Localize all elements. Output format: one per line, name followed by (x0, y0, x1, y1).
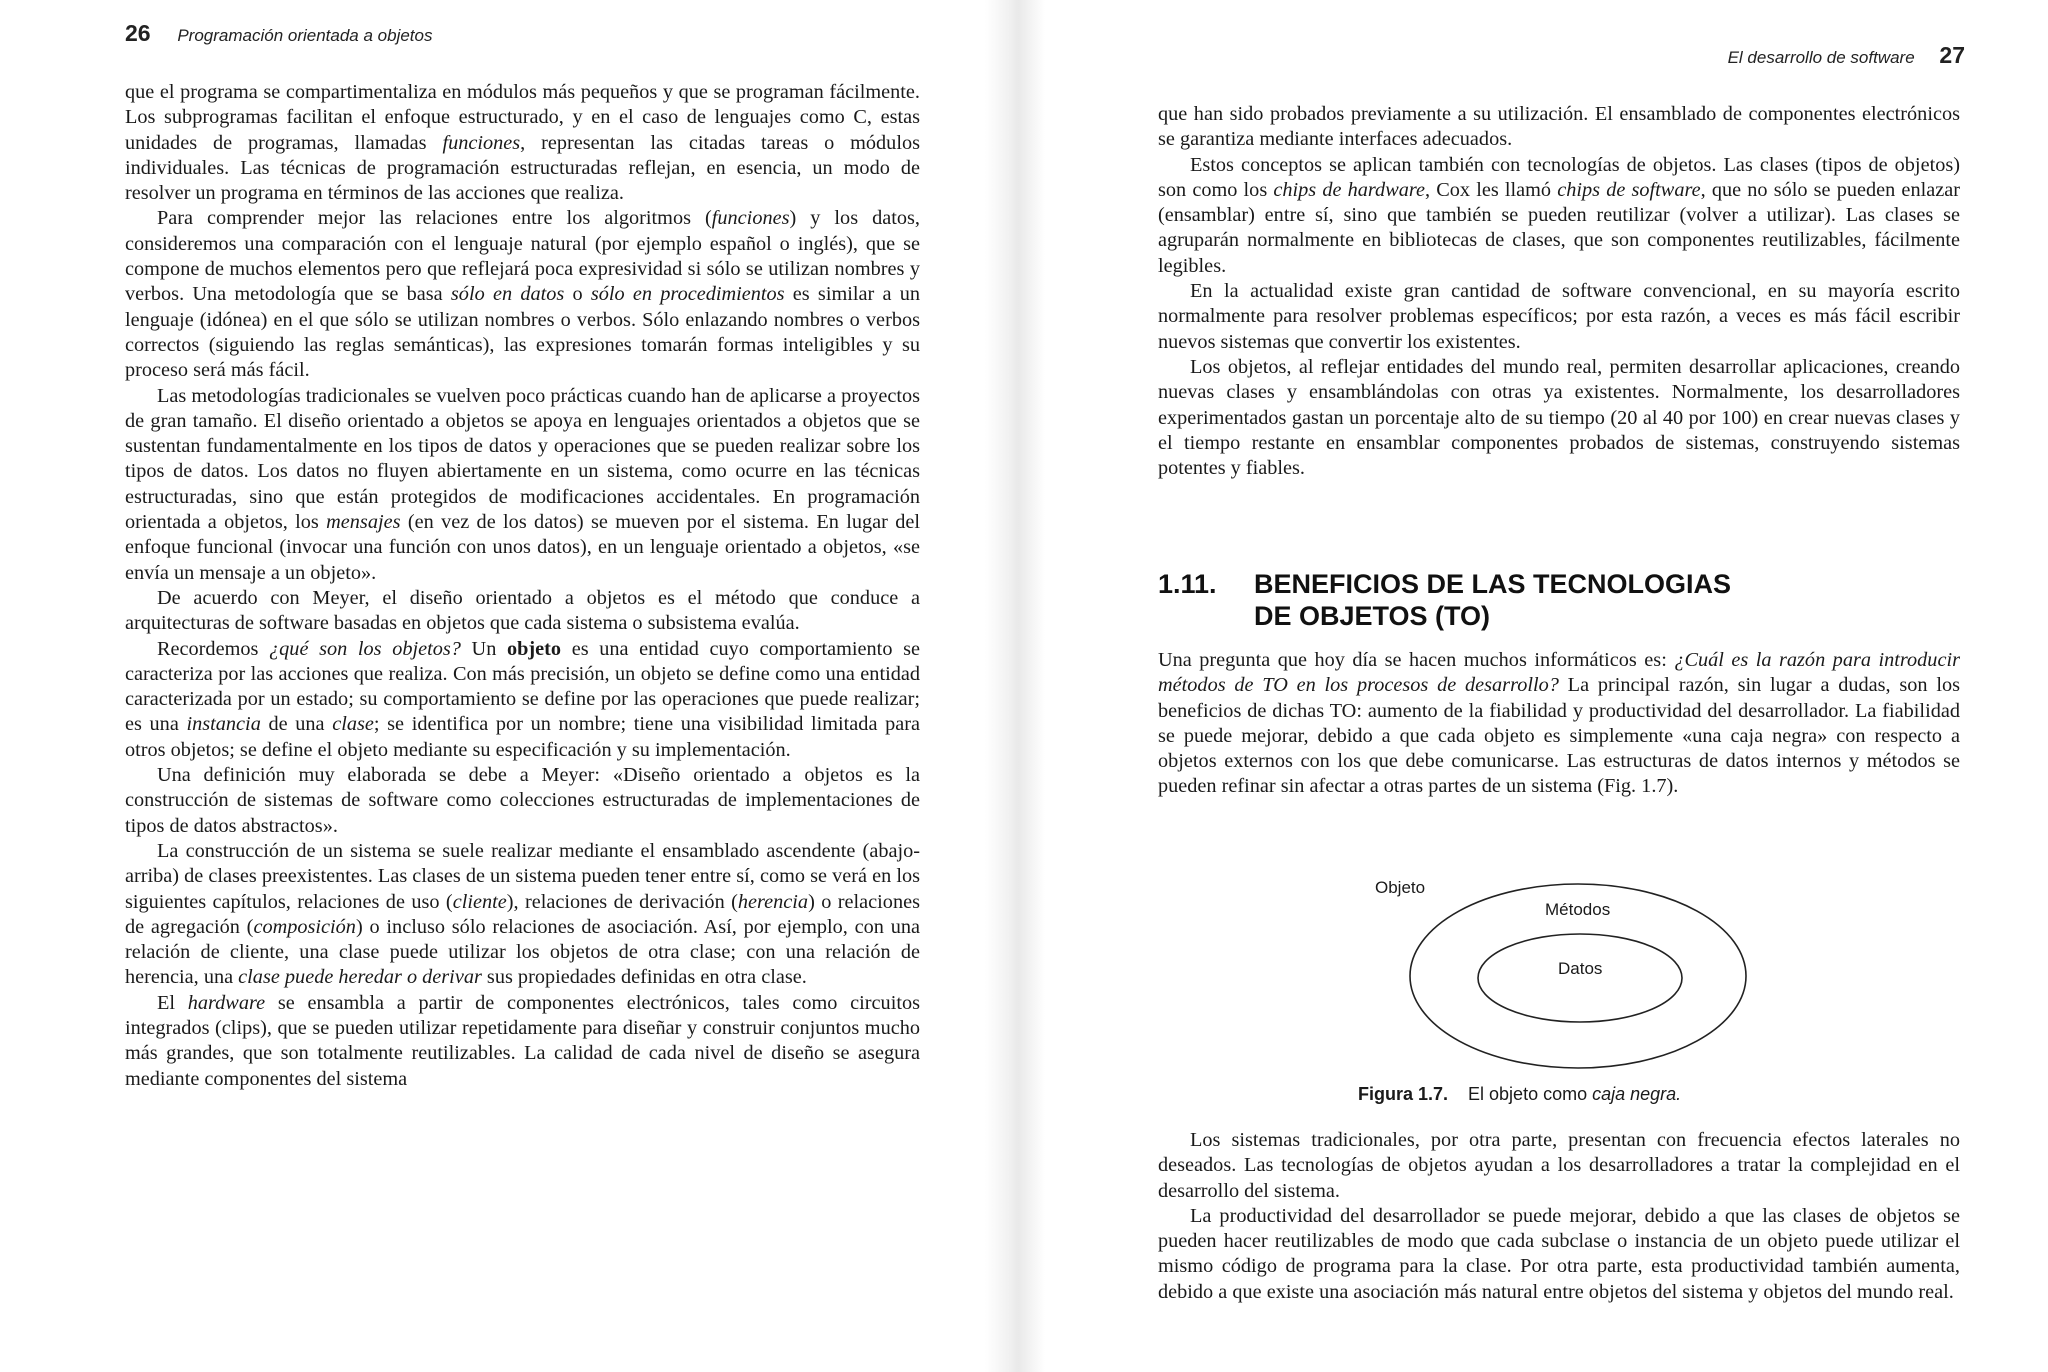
italic-term: composición (253, 915, 356, 938)
italic-term: herencia (737, 890, 809, 913)
paragraph: Recordemos ¿qué son los objetos? Un objeto es una entidad cuyo comportamiento se caracteriza por las acciones que realiza. Con más precisión, un objeto se define como una entidad caracterizada por un estado; su comportamiento se define por las operaciones que puede realizar; es una instancia de una clase; se identifica por un nombre; tiene una visibilidad limitada para otros objetos; se define el objeto mediante su especificación y su implementación. (125, 637, 920, 761)
figure-caption-label: Figura 1.7. (1358, 1084, 1449, 1104)
italic-term: ¿Cuál es la razón para introducir métodos de TO en los procesos de desarrollo? (1158, 649, 1960, 697)
right-page-body-top (1158, 102, 1960, 481)
italic-term: funciones (442, 131, 521, 154)
section-title-line1: BENEFICIOS DE LAS TECNOLOGIAS (1254, 569, 1732, 599)
italic-term: hardware (187, 991, 266, 1014)
right-header-title: El desarrollo de software (1727, 48, 1915, 67)
right-page-number: 27 (1939, 42, 1965, 68)
italic-term: ¿qué son los objetos? (269, 637, 461, 660)
figure-caption (1358, 1084, 1681, 1105)
paragraph: Los objetos, al reflejar entidades del mundo real, permiten desarrollar aplicaciones, creando nuevas clases y ensamblándolas con otras ya existentes. Normalmente, los desarrolladores experimentados gastan un porcentaje alto de su tiempo (20 al 40 por 100) en crear nuevas clases y el tiempo restante en ensamblar componentes probados de sistemas, construyendo sistemas potentes y fiables. (1158, 355, 1960, 480)
italic-term: funciones (711, 207, 790, 230)
section-heading (1158, 568, 1731, 632)
italic-term: mensajes (326, 511, 401, 534)
paragraph: Para comprender mejor las relaciones entre los algoritmos (funciones) y los datos, consideremos una comparación con el lenguaje natural (por ejemplo español o inglés), que se compone de muchos elementos pero que reflejará poca expresividad si sólo se utilizan nombres y verbos. Una metodología que se basa sólo en datos o sólo en procedimientos es similar a un lenguaje (idónea) en el que sólo se utilizan nombres o verbos. Sólo enlazando nombres o verbos correctos (siguiendo las reglas semánticas), las expresiones tomarán formas inteligibles y su proceso será más fácil. (125, 207, 920, 382)
paragraph: Las metodologías tradicionales se vuelven poco prácticas cuando han de aplicarse a proyectos de gran tamaño. El diseño orientado a objetos se apoya en lenguajes orientados a objetos que se sustentan fundamentalmente en los tipos de datos y operaciones que se pueden realizar sobre los tipos de datos. Los datos no fluyen abiertamente en un sistema, como ocurre en las técnicas estructuradas, sino que están protegidos de modificaciones accidentales. En programación orientada a objetos, los mensajes (en vez de los datos) se mueven por el sistema. En lugar del enfoque funcional (invocar una función con unos datos), en un lenguaje orientado a objetos, «se envía un mensaje a un objeto». (125, 384, 920, 584)
paragraph: Una definición muy elaborada se debe a Meyer: «Diseño orientado a objetos es la construcción de sistemas de software como colecciones estructuradas de implementaciones de tipos de datos abstractos». (125, 764, 920, 837)
italic-term: sólo en datos (450, 283, 565, 306)
paragraph: que han sido probados previamente a su utilización. El ensamblado de componentes electrónicos se garantiza mediante interfaces adecuados. (1158, 103, 1960, 151)
italic-term: clase puede heredar o derivar (238, 966, 482, 989)
paragraph: La productividad del desarrollador se puede mejorar, debido a que las clases de objetos se pueden hacer reutilizables de modo que cada subclase o instancia de un objeto puede utilizar el mismo código de programa para la clase. Por otra parte, esta productividad también aumenta, debido a que existe una asociación más natural entre objetos del sistema y objetos del mundo real. (1158, 1204, 1960, 1303)
paragraph: El hardware se ensambla a partir de componentes electrónicos, tales como circuitos integrados (clips), que se pueden utilizar repetidamente para diseñar y construir conjuntos mucho más grandes, que son totalmente reutilizables. La calidad de cada nivel de diseño se asegura mediante componentes del sistema (125, 991, 921, 1090)
right-running-head (1728, 42, 1965, 69)
paragraph: Los sistemas tradicionales, por otra parte, presentan con frecuencia efectos laterales no deseados. Las tecnologías de objetos ayudan a los desarrolladores a tratar la complejidad en el desarrollo del sistema. (1158, 1129, 1960, 1202)
figure-label-metodos: Métodos (1545, 900, 1611, 919)
black-box-figure (1360, 868, 1780, 1078)
right-page-body-bottom (1158, 1128, 1960, 1305)
left-page-number: 26 (125, 20, 151, 46)
italic-term: cliente (452, 890, 507, 913)
paragraph: que el programa se compartimentaliza en módulos más pequeños y que se programan fácilmente. Los subprogramas facilitan el enfoque estructurado, y en el caso de lenguajes como C, estas unidades de programas, llamadas funciones, representan las citadas tareas o módulos individuales. Las técnicas de programación estructuradas reflejan, en esencia, un modo de resolver un programa en términos de las acciones que realiza. (125, 81, 920, 205)
left-header-title: Programación orientada a objetos (177, 26, 433, 45)
italic-term: chips de software (1557, 178, 1701, 201)
section-number: 1.11. (1158, 569, 1217, 599)
paragraph: Una pregunta que hoy día se hacen muchos informáticos es: ¿Cuál es la razón para introducir métodos de TO en los procesos de desarrollo? La principal razón, sin lugar a dudas, son los beneficios de dichas TO: aumento de la fiabilidad y productividad del desarrollador. La fiabilidad se puede mejorar, debido a que cada objeto es simplemente «una caja negra» con respecto a objetos externos con los que debe comunicarse. Las estructuras de datos internos y métodos se pueden refinar sin afectar a otras partes de un sistema (Fig. 1.7). (1158, 649, 1960, 798)
paragraph: De acuerdo con Meyer, el diseño orientado a objetos es el método que conduce a arquitecturas de software basadas en objetos que cada sistema o subsistema evalúa. (125, 586, 920, 635)
section-title-line2: DE OBJETOS (TO) (1254, 601, 1491, 631)
figure-label-objeto: Objeto (1375, 878, 1426, 897)
italic-term: instancia (186, 713, 261, 736)
bold-term: objeto (506, 637, 562, 660)
figure-label-datos: Datos (1558, 959, 1603, 978)
figure-caption-text: El objeto como (1468, 1084, 1593, 1104)
italic-term: clase (332, 713, 374, 736)
left-page-body (125, 80, 920, 1092)
figure-caption-emphasis: caja negra. (1592, 1084, 1682, 1104)
paragraph: En la actualidad existe gran cantidad de software convencional, en su mayoría escrito normalmente para resolver problemas específicos; por esta razón, a veces es más fácil escribir nuevos sistemas que convertir los existentes. (1158, 280, 1960, 353)
left-running-head (125, 20, 433, 47)
paragraph: Estos conceptos se aplican también con tecnologías de objetos. Las clases (tipos de objetos) son como los chips de hardware, Cox les llamó chips de software, que no sólo se pueden enlazar (ensamblar) entre sí, sino que también se pueden reutilizar (volver a utilizar). Las clases se agruparán normalmente en bibliotecas de clases, que son componentes reutilizables, fácilmente legibles. (1158, 153, 1960, 277)
section-body (1158, 648, 1960, 800)
paragraph: La construcción de un sistema se suele realizar mediante el ensamblado ascendente (abajo-arriba) de clases preexistentes. Las clases de un sistema pueden tener entre sí, como se verá en los siguientes capítulos, relaciones de uso (cliente), relaciones de derivación (herencia) o relaciones de agregación (composición) o incluso sólo relaciones de asociación. Así, por ejemplo, con una relación de cliente, una clase puede utilizar los objetos de otra clase; con una relación de herencia, una clase puede heredar o derivar sus propiedades definidas en otra clase. (125, 839, 921, 989)
italic-term: chips de hardware (1273, 178, 1426, 201)
italic-term: sólo en procedimientos (590, 283, 785, 306)
